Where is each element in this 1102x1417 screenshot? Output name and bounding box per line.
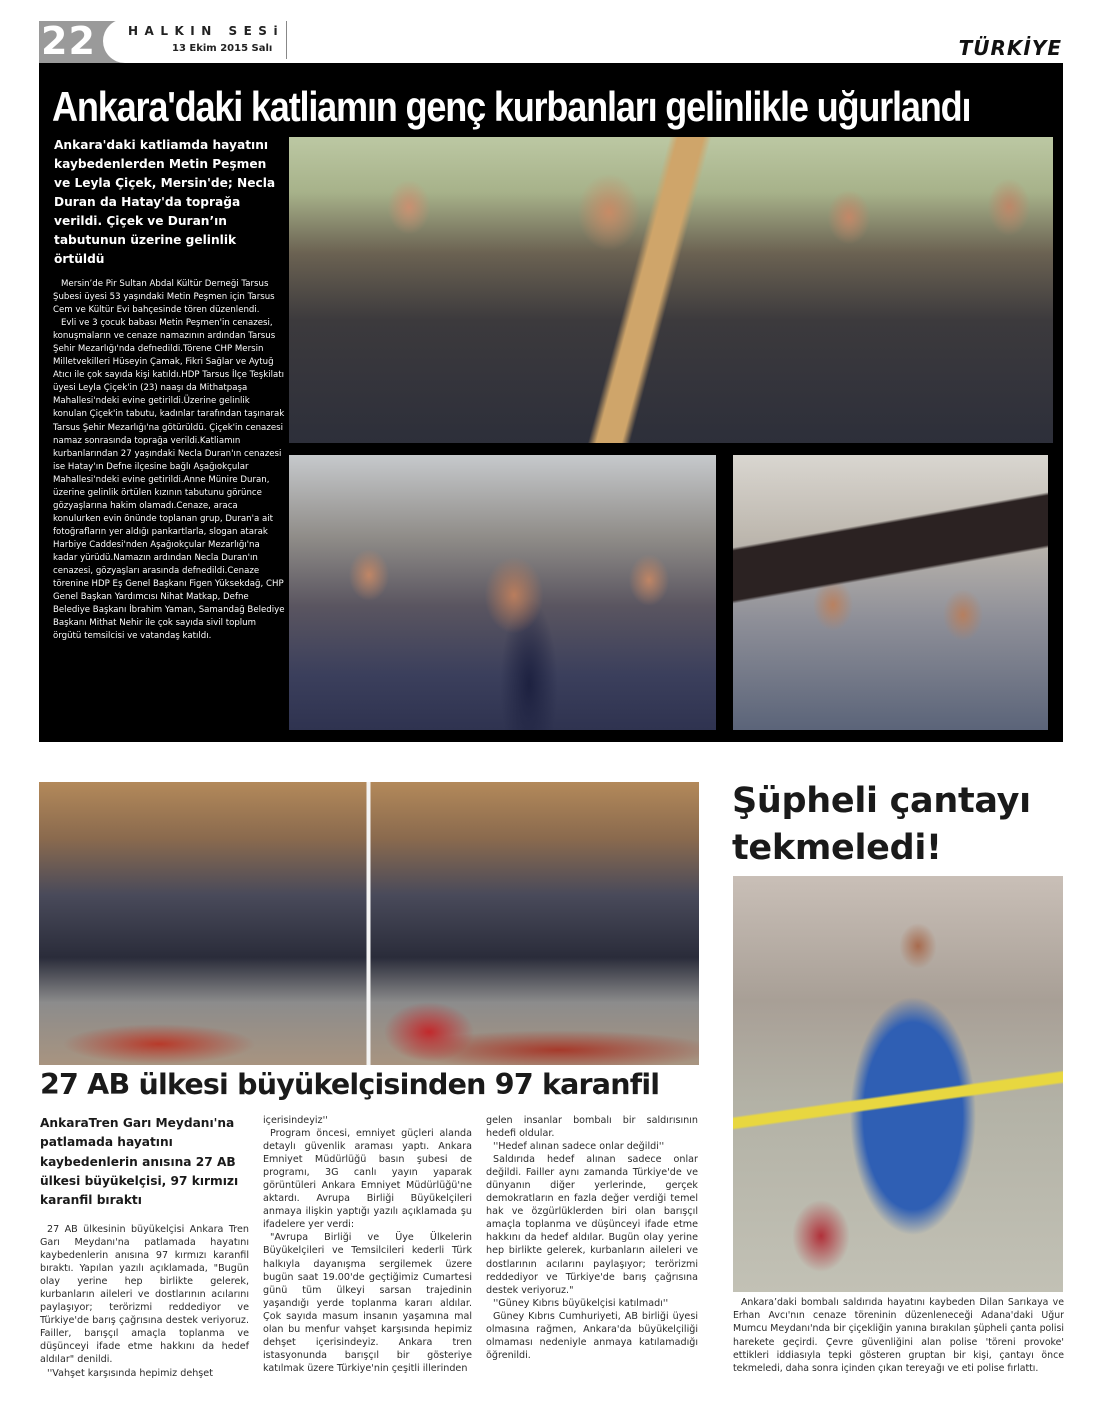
- issue-date: 13 Ekim 2015 Salı: [172, 43, 273, 54]
- kick-headline: [732, 778, 1072, 872]
- carnations-column-3: [486, 1114, 698, 1362]
- section-title: TÜRKİYE: [958, 36, 1062, 60]
- masthead-rule: [39, 63, 1063, 71]
- feature-paragraph: Evli ve 3 çocuk babası Metin Peşmen'in cenazesi, konuşmaların ve cenaze namazının ardından Tarsus Şehir Mezarlığı'nda defnedildi.Törene CHP Mersin Milletvekilleri Hüseyin Çamak, Fikri Sağlar ve Aytuğ Atıcı ile çok sayıda kişi katıldı.HDP Tarsus İlçe Teşkilatı üyesi Leyla Çiçek'in (23) naaşı da Mithatpaşa Mahallesi'ndeki evine getirildi.Üzerine gelinlik konulan Çiçek'in tabutu, kadınlar tarafından taşınarak Tarsus Şehir Mezarlığı'na götürüldü. Çiçek'in cenazesi namaz sonrasında toprağa verildi.Katliamın kurbanlarından 27 yaşındaki Necla Duran'ın cenazesi ise Hatay'ın Defne ilçesine bağlı Aşağıokçular Mahallesi'ndeki evine getirildi.Anne Münire Duran, üzerine gelinlik örtülen kızının tabutunu görünce gözyaşlarına hakim olamadı.Cenaze, araca konulurken evin önünde toplanan grup, Duran'a ait fotoğrafların yer aldığı pankartlarla, slogan atarak Harbiye Caddesi'nden Aşağıokçular Mezarlığı'na kadar yürüdü.Namazın ardından Necla Duran'ın cenazesi, gözyaşları arasında defnedildi.Cenaze törenine HDP Eş Genel Başkanı Figen Yüksekdağ, CHP Genel Başkan Yardımcısı Nihat Matkap, Defne Belediye Başkanı İbrahim Yaman, Samandağ Belediye Başkanı Mithat Nehir ile çok sayıda sivil toplum örgütü temsilcisi ve vatandaş katıldı.: [53, 318, 285, 642]
- feature-paragraph: Mersin’de Pir Sultan Abdal Kültür Derneği Tarsus Şubesi üyesi 53 yaşındaki Metin Peşmen için Tarsus Cem ve Kültür Evi bahçesinde tören düzenlendi.: [53, 279, 275, 316]
- kick-headline-line-2: tekmeledi!: [732, 828, 942, 868]
- masthead-divider: [286, 21, 287, 59]
- article-paragraph: Saldırıda hedef alınan sadece onlar değildi. Failler aynı zamanda Türkiye'de ve dünyanın diğer yerlerinde, gerçek demokratların en fazla değer verdiği temel hak ve özgürlüklerden biri olan barışçıl amaçla toplanma ve düşünceyi ifade etme hakkını da hedef aldılar. Bugün olay yerine hep birlikte gelerek, kurbanların aileleri ve dostlarının acılarını paylaşıyor; terörizmi reddediyor ve Türkiye'de barış çağrısına destek veriyoruz.": [486, 1154, 698, 1296]
- kick-paragraph: Ankara’daki bombalı saldırıda hayatını kaybeden Dilan Sarıkaya ve Erhan Avcı'nın cenaze töreninin düzenleneceği Adana'daki Uğur Mumcu Meydanı'nda bir çiçekliğin yanına bırakılan şüpheli çanta polisi harekete geçirdi. Çevre güvenliğini alan polise 'töreni provoke' ettikleri iddiasıyla tepki gösteren gruptan bir kişi, çantayı önce tekmeledi, daha sonra içinden çıkan tereyağı ve eti polise fırlattı.: [733, 1297, 1064, 1375]
- feature-lead: Ankara'daki katliamda hayatını kaybedenlerden Metin Peşmen ve Leyla Çiçek, Mersin'de; Necla Duran da Hatay'da toprağa verildi. Çiçek ve Duran’ın tabutunun üzerine gelinlik örtüldü: [54, 138, 276, 266]
- article-paragraph: 27 AB ülkesinin büyükelçisi Ankara Tren Garı Meydanı'na patlamada hayatını kaybedenlerin anısına 97 kırmızı karanfil bıraktı. Yapılan yazılı açıklamada, "Bugün olay yerine hep birlikte gelerek, kurbanların aileleri ve dostlarının acılarını paylaşıyor; terörizmi reddediyor ve Türkiye'de barış çağrısına destek veriyoruz. Failler, barışçıl amaçla toplanma ve düşünceyi ifade etme hakkını da hedef aldılar" denildi.: [40, 1224, 249, 1366]
- article-paragraph: Program öncesi, emniyet güçleri alanda detaylı güvenlik araması yaptı. Ankara Emniyet Müdürlüğü basın şubesi de programı, 3G canlı yayın yaparak görüntüleri Ankara Emniyet Müdürlüğü'ne aktardı. Avrupa Birliği Büyükelçileri anmaya ilişkin yaptığı yazılı açıklamada şu ifadelere yer verdi:: [263, 1128, 472, 1231]
- feature-body: [53, 278, 285, 643]
- kick-headline-line-1: Şüpheli çantayı: [732, 781, 1031, 821]
- carnations-column-1: [40, 1223, 249, 1380]
- carnations-lead: AnkaraTren Garı Meydanı'na patlamada hayatını kaybedenlerin anısına 27 AB ülkesi büyükelçisi, 97 kırmızı karanfil bıraktı: [40, 1116, 239, 1208]
- article-paragraph: Güney Kıbrıs Cumhuriyeti, AB birliği üyesi olmasına rağmen, Ankara'da büyükelçiliği olmaması nedeniyle anmaya katılamadığı öğrenildi.: [486, 1310, 698, 1361]
- feature-headline: Ankara'daki katliamın genç kurbanları gelinlikle uğurlandı: [52, 83, 971, 130]
- article-paragraph: gelen insanlar bombalı bir saldırısının hedefi oldular.: [486, 1115, 698, 1140]
- carnations-column-2: [263, 1114, 472, 1375]
- funeral-procession-photo: [289, 137, 1053, 443]
- carnations-headline: 27 AB ülkesi büyükelçisinden 97 karanfil: [40, 1068, 660, 1101]
- article-subhead: ''Hedef alınan sadece onlar değildi'': [493, 1141, 665, 1153]
- ambassadors-ceremony-photo: [39, 782, 699, 1065]
- man-kicking-bag-photo: [733, 876, 1063, 1292]
- coffin-carriers-photo: [733, 455, 1048, 730]
- article-subhead: ''Güney Kıbrıs büyükelçisi katılmadı'': [493, 1297, 669, 1309]
- article-paragraph: içerisindeyiz'': [263, 1115, 328, 1126]
- article-paragraph: "Avrupa Birliği ve Üye Ülkelerin Büyükelçileri ve Temsilcileri kederli Türk halkıyla dayanışma sergilemek üzere bugün saat 19.00'de geçtiğimiz Cumartesi günü tüm ülkeyi sarsan trajedinin yaşandığı yerde toplanma kararı aldılar. Çok sayıda masum insanın yaşamına mal olan bu menfur vahşet karşısında hepimiz dehşet içerisindeyiz. Ankara tren istasyonunda barışçıl bir gösteriye katılmak üzere Türkiye'nin çeşitli illerinden: [263, 1232, 472, 1374]
- mourning-women-photo: [289, 455, 716, 730]
- kick-body: [733, 1296, 1064, 1375]
- article-subhead: ''Vahşet karşısında hepimiz dehşet: [47, 1367, 213, 1379]
- page-number: 22: [41, 19, 96, 63]
- newspaper-name: HALKIN SESi: [128, 24, 285, 38]
